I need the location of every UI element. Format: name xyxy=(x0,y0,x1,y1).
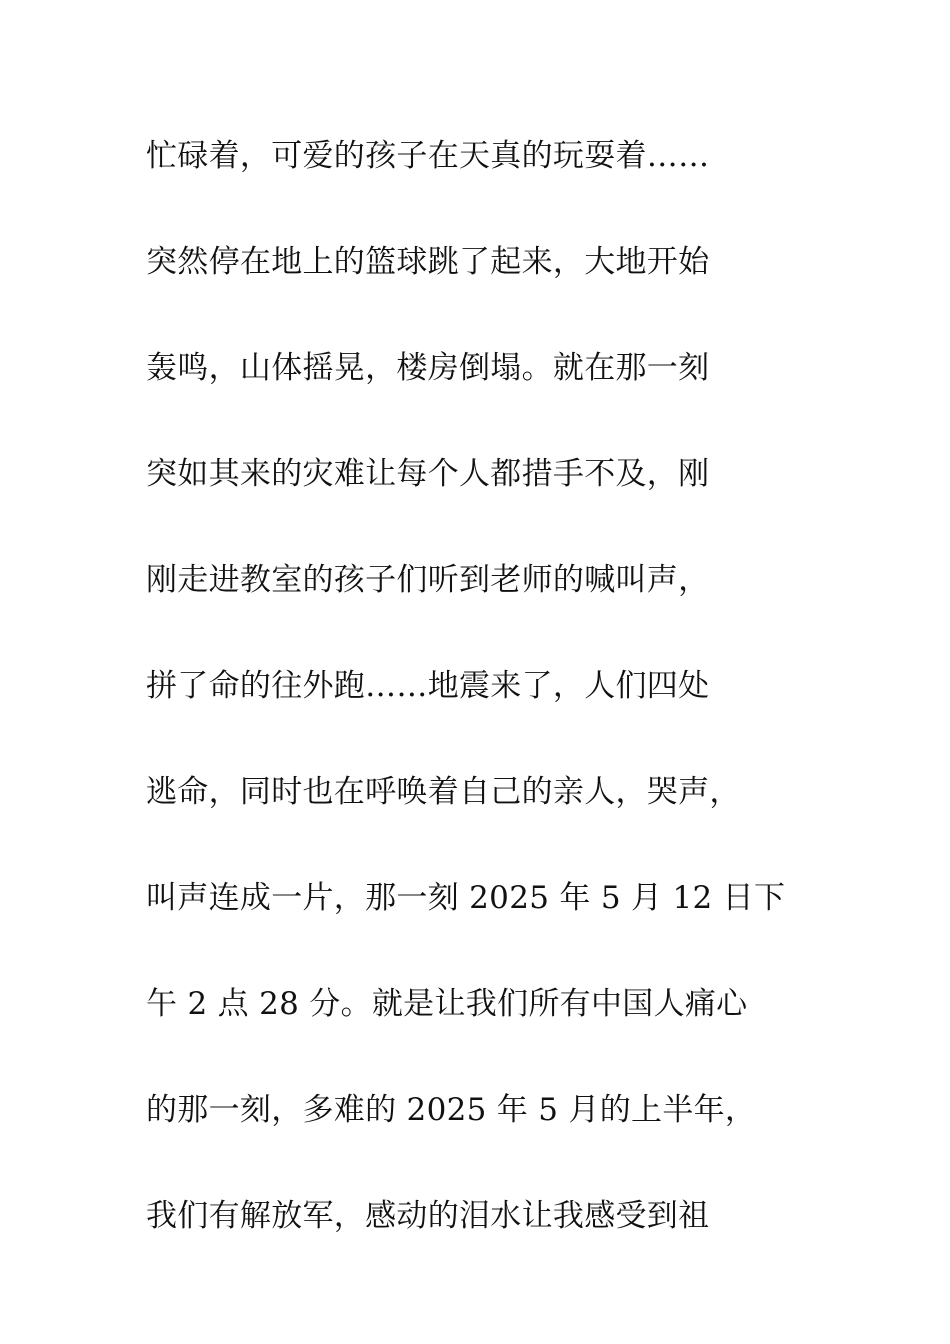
text-line: 拼了命的往外跑……地震来了，人们四处 xyxy=(146,668,710,704)
text-line: 突如其来的灾难让每个人都措手不及，刚 xyxy=(146,456,710,492)
text-line: 午 2 点 28 分。就是让我们所有中国人痛心 xyxy=(146,986,748,1022)
text-line: 的那一刻，多难的 2025 年 5 月的上半年， xyxy=(146,1092,757,1128)
text-line: 突然停在地上的篮球跳了起来，大地开始 xyxy=(146,244,710,280)
text-line: 忙碌着，可爱的孩子在天真的玩耍着…… xyxy=(146,138,710,174)
text-line: 刚走进教室的孩子们听到老师的喊叫声， xyxy=(146,562,710,598)
text-line: 叫声连成一片，那一刻 2025 年 5 月 12 日下 xyxy=(146,880,786,916)
text-line: 逃命，同时也在呼唤着自己的亲人，哭声， xyxy=(146,774,741,810)
text-line: 我们有解放军，感动的泪水让我感受到祖 xyxy=(146,1198,710,1234)
body-text xyxy=(146,126,826,1292)
text-line: 轰鸣，山体摇晃，楼房倒塌。就在那一刻 xyxy=(146,350,710,386)
